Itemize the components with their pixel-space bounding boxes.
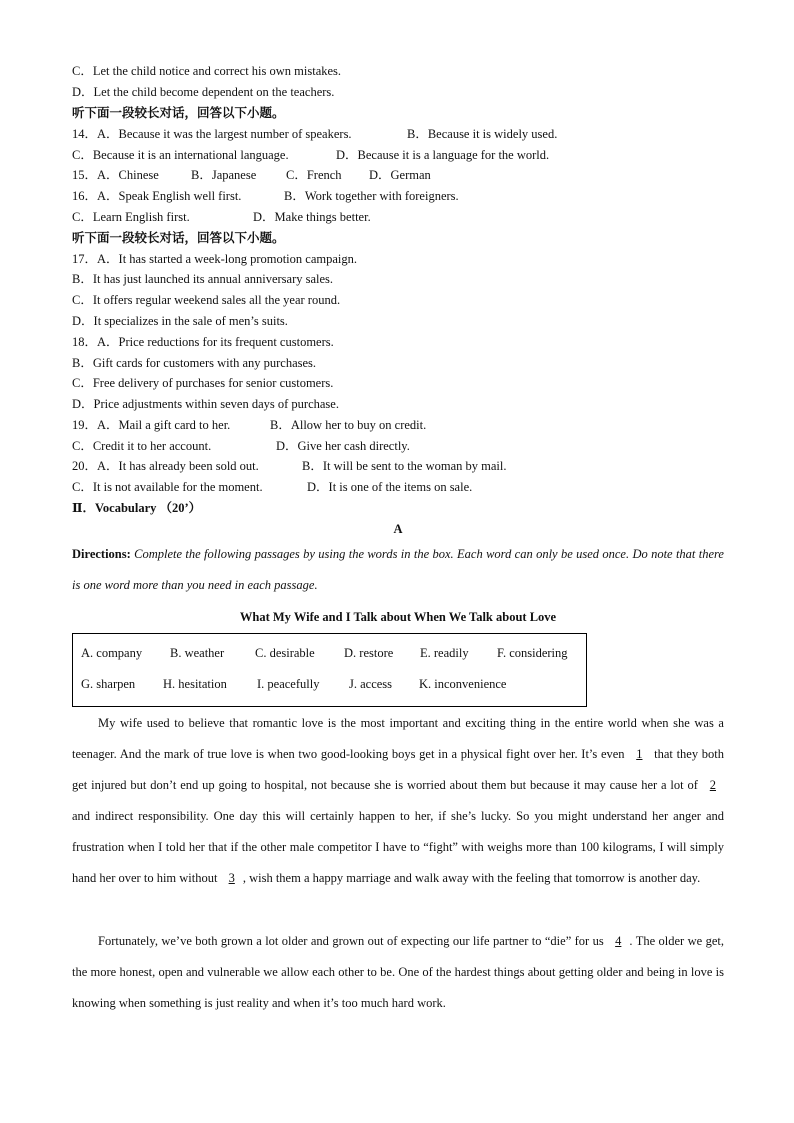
- option-17c: C．It offers regular weekend sales all the year round.: [72, 293, 341, 307]
- option-17a: 17．A．It has started a week-long promotion campaign.: [72, 252, 357, 266]
- word-option: C. desirable: [255, 646, 315, 660]
- word-option: H. hesitation: [163, 677, 227, 691]
- option-13c: C．Let the child notice and correct his own mistakes.: [72, 64, 342, 78]
- passage-paragraph-1: [72, 708, 724, 894]
- word-option: I. peacefully: [257, 677, 320, 691]
- option-20a: 20．A．It has already been sold out.: [72, 459, 259, 473]
- option-15a: 15．A．Chinese: [72, 168, 159, 182]
- option-16d: D．Make things better.: [253, 210, 371, 224]
- option-20b: B．It will be sent to the woman by mail.: [302, 459, 507, 473]
- passage-text: that they both get injured but don’t end up going to hospital, not because she is worried about them but because it may cause her a lot of: [72, 747, 724, 792]
- option-15b: B．Japanese: [191, 168, 257, 182]
- blank-1: 1: [636, 747, 643, 761]
- blank-3: 3: [228, 871, 235, 885]
- word-option: G. sharpen: [81, 677, 136, 691]
- option-14b: B．Because it is widely used.: [407, 127, 558, 141]
- option-14d: D．Because it is a language for the world.: [336, 148, 550, 162]
- option-19d: D．Give her cash directly.: [276, 439, 410, 453]
- option-13d: D．Let the child become dependent on the teachers.: [72, 85, 335, 99]
- option-16b: B．Work together with foreigners.: [284, 189, 459, 203]
- option-18d: D．Price adjustments within seven days of purchase.: [72, 397, 339, 411]
- word-option: E. readily: [420, 646, 469, 660]
- option-14c: C．Because it is an international language.: [72, 148, 289, 162]
- word-option: K. inconvenience: [419, 677, 507, 691]
- option-18b: B．Gift cards for customers with any purchases.: [72, 356, 317, 370]
- word-option: F. considering: [497, 646, 568, 660]
- section-title: Ⅱ．Vocabulary （20’）: [72, 501, 202, 515]
- option-19a: 19．A．Mail a gift card to her.: [72, 418, 231, 432]
- word-option: B. weather: [170, 646, 225, 660]
- option-16c: C．Learn English first.: [72, 210, 190, 224]
- option-15d: D．German: [369, 168, 431, 182]
- passage-text: . The older we get, the more honest, open and vulnerable we allow each other to be. One of the hardest things about getting older and being in love is knowing when something is just reality and when it’s too much hard work.: [72, 934, 724, 1010]
- option-20d: D．It is one of the items on sale.: [307, 480, 473, 494]
- part-label: A: [393, 522, 403, 536]
- passage-text: and indirect responsibility. One day this will certainly happen to her, if she’s lucky. So you might understand her anger and frustration when I told her that if the other male competitor I have to “fight” with weighs more than 100 kilograms, I will simply hand her over to him without: [72, 809, 724, 885]
- option-14a: 14．A．Because it was the largest number of speakers.: [72, 127, 352, 141]
- blank-2: 2: [709, 778, 716, 792]
- option-18a: 18．A．Price reductions for its frequent customers.: [72, 335, 334, 349]
- option-19b: B．Allow her to buy on credit.: [270, 418, 427, 432]
- word-box: [72, 633, 587, 707]
- word-option: A. company: [81, 646, 143, 660]
- passage-text: Fortunately, we’ve both grown a lot older and grown out of expecting our life partner to “die” for us: [98, 934, 608, 948]
- directions-label: Directions:: [72, 547, 131, 561]
- passage-text: My wife used to believe that romantic love is the most important and exciting thing in the entire world when she was a teenager. And the mark of true love is when two good-looking boys get in a physical fight over her. It’s even: [72, 716, 724, 761]
- option-17d: D．It specializes in the sale of men’s suits.: [72, 314, 288, 328]
- option-16a: 16．A．Speak English well first.: [72, 189, 242, 203]
- passage-title: What My Wife and I Talk about When We Talk about Love: [239, 610, 557, 624]
- word-option: D. restore: [344, 646, 394, 660]
- directions-text: Complete the following passages by using the words in the box. Each word can only be used once. Do note that there is one word more than you need in each passage.: [72, 547, 724, 592]
- blank-4: 4: [615, 934, 622, 948]
- option-17b: B．It has just launched its annual anniversary sales.: [72, 272, 334, 286]
- option-15c: C．French: [286, 168, 342, 182]
- option-20c: C．It is not available for the moment.: [72, 480, 263, 494]
- option-18c: C．Free delivery of purchases for senior customers.: [72, 376, 334, 390]
- option-19c: C．Credit it to her account.: [72, 439, 212, 453]
- passage-text: , wish them a happy marriage and walk away with the feeling that tomorrow is another day.: [242, 871, 701, 885]
- word-option: J. access: [349, 677, 393, 691]
- listening-instruction-2: 听下面一段较长对话，回答以下小题。: [72, 230, 285, 245]
- listening-instruction: 听下面一段较长对话，回答以下小题。: [72, 105, 285, 120]
- directions: [72, 539, 724, 601]
- passage-paragraph-2: [72, 926, 724, 1019]
